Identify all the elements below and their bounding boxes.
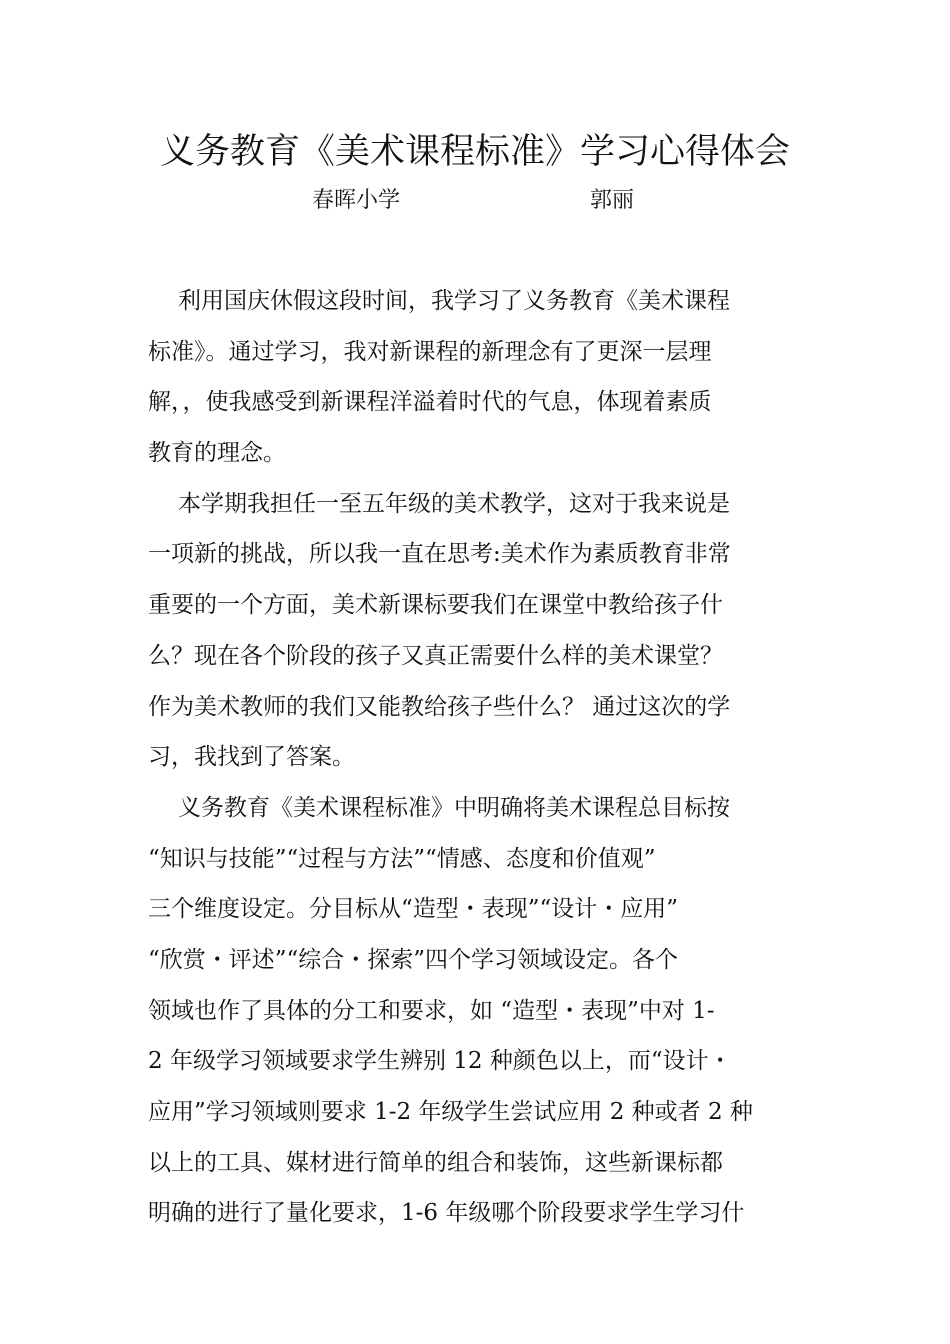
body-text (148, 276, 800, 1239)
text-line: 应用”学习领域则要求 1-2 年级学生尝试应用 2 种或者 2 种 (148, 1099, 753, 1125)
text-line: 领域也作了具体的分工和要求，如 “造型・表现”中对 1- (148, 997, 715, 1024)
author-name: 郭丽 (590, 188, 635, 213)
text-line: 义务教育《美术课程标准》中明确将美术课程总目标按 (178, 794, 730, 821)
text-line: 三个维度设定。分目标从“造型・表现”“设计・应用” (148, 896, 679, 923)
text-line: 习，我找到了答案。 (148, 744, 355, 771)
text-line: 重要的一个方面，美术新课标要我们在课堂中教给孩子什 (148, 592, 723, 619)
text-line: 一项新的挑战，所以我一直在思考:美术作为素质教育非常 (148, 541, 731, 568)
text-line: 本学期我担任一至五年级的美术教学，这对于我来说是 (178, 490, 730, 517)
text-line: 明确的进行了量化要求，1-6 年级哪个阶段要求学生学习什 (148, 1200, 745, 1227)
text-line: 么？现在各个阶段的孩子又真正需要什么样的美术课堂？ (148, 642, 723, 669)
text-line: 标准》。通过学习，我对新课程的新理念有了更深一层理 (148, 338, 712, 365)
text-line: “知识与技能”“过程与方法”“情感、态度和价值观” (148, 845, 656, 872)
text-line: 教育的理念。 (148, 440, 286, 467)
text-line: 作为美术教师的我们又能教给孩子些什么？ 通过这次的学 (148, 693, 731, 720)
school-name: 春晖小学 (312, 188, 401, 213)
text-line: 以上的工具、媒材进行简单的组合和装饰，这些新课标都 (148, 1149, 723, 1176)
text-line: 解，，使我感受到新课程洋溢着时代的气息，体现着素质 (148, 389, 712, 416)
text-line: 利用国庆休假这段时间，我学习了义务教育《美术课程 (178, 288, 730, 314)
document-title: 义务教育《美术课程标准》学习心得体会 (159, 132, 790, 172)
text-line: 2 年级学习领域要求学生辨别 12 种颜色以上，而“设计・ (148, 1048, 732, 1075)
text-line: “欣赏・评述”“综合・探索”四个学习领域设定。各个 (148, 946, 679, 973)
